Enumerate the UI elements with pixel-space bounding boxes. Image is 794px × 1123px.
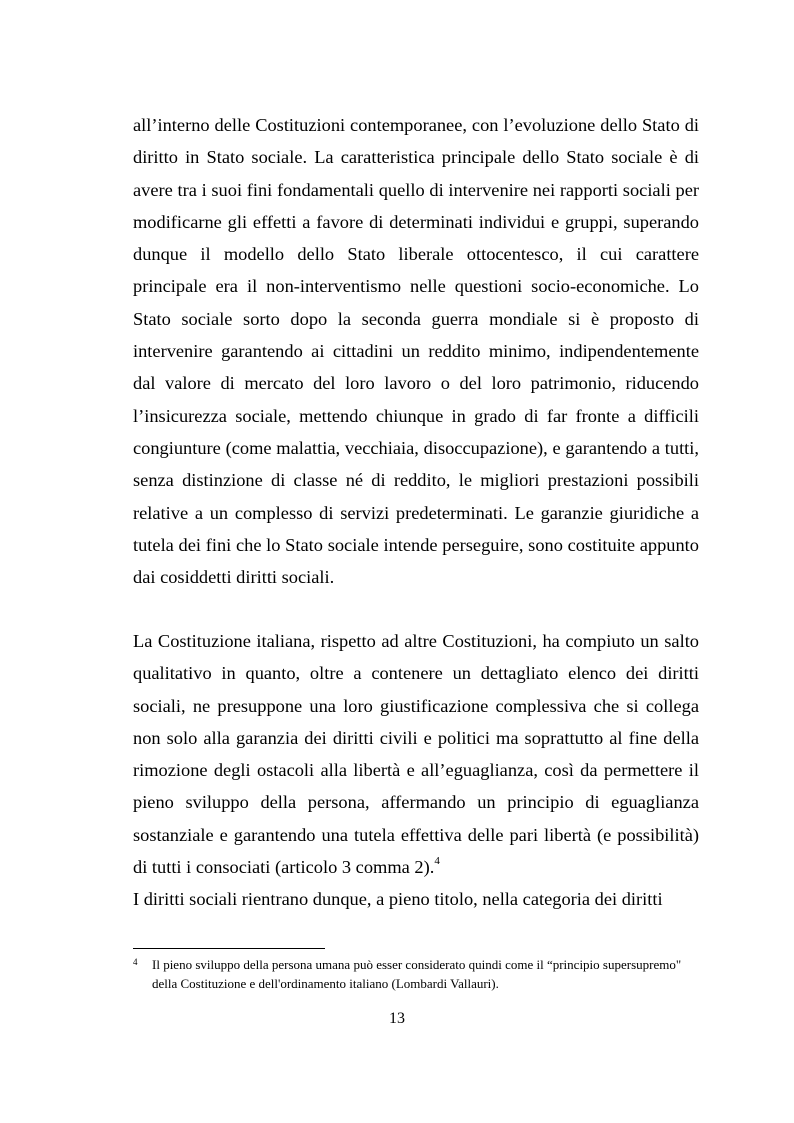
footnote-separator	[133, 948, 325, 949]
footnote-reference[interactable]: 4	[434, 854, 440, 867]
footnote-text: Il pieno sviluppo della persona umana può esser considerato quindi come il “principio supersupremo" della Costituzione e dell'ordinamento italiano (Lombardi Vallauri).	[152, 957, 682, 991]
body-paragraph-2-text: La Costituzione italiana, rispetto ad altre Costituzioni, ha compiuto un salto qualitativo in quanto, oltre a contenere un dettagliato elenco dei diritti sociali, ne presuppone una loro giustificazione complessiva che si collega non solo alla garanzia dei diritti civili e politici ma soprattutto al fine della rimozione degli ostacoli alla libertà e all’eguaglianza, così da permettere il pieno sviluppo della persona, affermando un principio di eguaglianza sostanziale e garantendo una tutela effettiva delle pari libertà (e possibilità) di tutti i consociati (articolo 3 comma 2).	[133, 631, 699, 878]
body-paragraph-2	[133, 625, 699, 883]
body-paragraph-3: I diritti sociali rientrano dunque, a pieno titolo, nella categoria dei diritti	[133, 889, 663, 909]
page-number: 13	[389, 1010, 405, 1027]
footnote-number: 4	[133, 957, 138, 967]
footnote	[133, 956, 699, 993]
body-paragraph-1: all’interno delle Costituzioni contemporanee, con l’evoluzione dello Stato di diritto in Stato sociale. La caratteristica principale dello Stato sociale è di avere tra i suoi fini fondamentali quello di intervenire nei rapporti sociali per modificarne gli effetti a favore di determinati individui e gruppi, superando dunque il modello dello Stato liberale ottocentesco, il cui carattere principale era il non-interventismo nelle questioni socio-economiche. Lo Stato sociale sorto dopo la seconda guerra mondiale si è proposto di intervenire garantendo ai cittadini un reddito minimo, indipendentemente dal valore di mercato del loro lavoro o del loro patrimonio, riducendo l’insicurezza sociale, mettendo chiunque in grado di far fronte a difficili congiunture (come malattia, vecchiaia, disoccupazione), e garantendo a tutti, senza distinzione di classe né di reddito, le migliori prestazioni possibili relative a un complesso di servizi predeterminati. Le garanzie giuridiche a tutela dei fini che lo Stato sociale intende perseguire, sono costituite appunto dai cosiddetti diritti sociali.	[133, 115, 699, 588]
